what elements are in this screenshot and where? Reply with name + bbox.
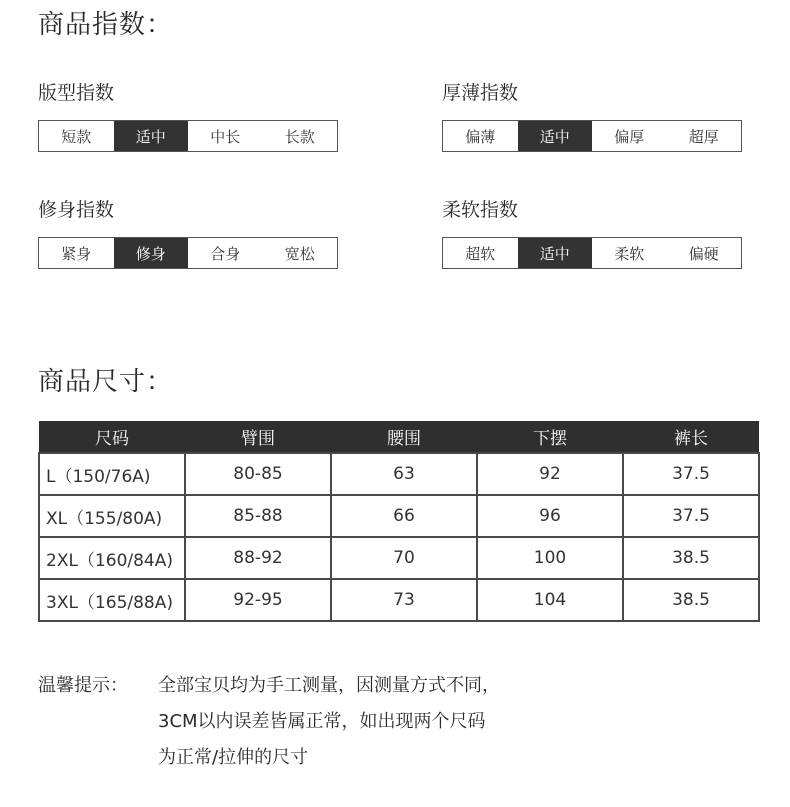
thickness-option: 适中 <box>518 121 593 151</box>
slim-index-scale <box>38 237 338 269</box>
tip-line: 为正常/拉伸的尺寸 <box>158 747 309 768</box>
cell-hem: 96 <box>477 495 623 537</box>
slim-option: 紧身 <box>61 244 92 263</box>
cell-waist: 70 <box>331 537 477 579</box>
softness-index <box>442 197 742 263</box>
cell-waist: 63 <box>331 453 477 495</box>
cell-length: 37.5 <box>623 453 759 495</box>
cell-size: XL（155/80A) <box>39 495 185 537</box>
thickness-option: 超厚 <box>688 127 719 146</box>
cell-size: 3XL（165/88A) <box>39 579 185 621</box>
cell-size: 2XL（160/84A) <box>39 537 185 579</box>
table-row <box>39 537 759 579</box>
fit-option: 适中 <box>114 121 189 151</box>
softness-option: 超软 <box>465 244 496 263</box>
table-row <box>39 579 759 621</box>
softness-index-scale <box>442 237 742 269</box>
tip-line: 3CM以内误差皆属正常，如出现两个尺码 <box>158 711 486 732</box>
softness-option: 适中 <box>518 238 593 268</box>
table-row <box>39 453 759 495</box>
fit-index-label: 版型指数 <box>38 82 115 104</box>
cell-waist: 73 <box>331 579 477 621</box>
cell-length: 37.5 <box>623 495 759 537</box>
header-hem: 下摆 <box>477 421 623 453</box>
cell-length: 38.5 <box>623 537 759 579</box>
cell-size: L（150/76A) <box>39 453 185 495</box>
cell-arm: 85-88 <box>185 495 331 537</box>
header-arm: 臂围 <box>185 421 331 453</box>
cell-arm: 92-95 <box>185 579 331 621</box>
fit-index <box>38 80 338 146</box>
slim-index-label: 修身指数 <box>38 199 115 221</box>
cell-hem: 104 <box>477 579 623 621</box>
slim-option: 合身 <box>210 244 241 263</box>
slim-option: 修身 <box>114 238 189 268</box>
thickness-index-scale <box>442 120 742 152</box>
fit-option: 中长 <box>210 127 241 146</box>
size-table <box>38 421 760 622</box>
product-index-title: 商品指数： <box>38 10 174 40</box>
thickness-index-label: 厚薄指数 <box>442 82 519 104</box>
cell-arm: 80-85 <box>185 453 331 495</box>
thickness-option: 偏薄 <box>465 127 496 146</box>
cell-length: 38.5 <box>623 579 759 621</box>
cell-arm: 88-92 <box>185 537 331 579</box>
header-waist: 腰围 <box>331 421 477 453</box>
tip-line: 全部宝贝均为手工测量，因测量方式不同， <box>158 675 500 696</box>
softness-option: 柔软 <box>614 244 645 263</box>
softness-index-label: 柔软指数 <box>442 199 519 221</box>
cell-waist: 66 <box>331 495 477 537</box>
softness-option: 偏硬 <box>688 244 719 263</box>
product-size-title: 商品尺寸： <box>38 367 174 397</box>
thickness-option: 偏厚 <box>614 127 645 146</box>
slim-option: 宽松 <box>284 244 315 263</box>
size-table-header-row <box>39 421 759 453</box>
header-length: 裤长 <box>623 421 759 453</box>
fit-option: 长款 <box>284 127 315 146</box>
fit-option: 短款 <box>61 127 92 146</box>
slim-index <box>38 197 338 263</box>
cell-hem: 92 <box>477 453 623 495</box>
cell-hem: 100 <box>477 537 623 579</box>
table-row <box>39 495 759 537</box>
header-size: 尺码 <box>39 421 185 453</box>
thickness-index <box>442 80 742 146</box>
fit-index-scale <box>38 120 338 152</box>
tip-label: 温馨提示： <box>38 675 128 696</box>
